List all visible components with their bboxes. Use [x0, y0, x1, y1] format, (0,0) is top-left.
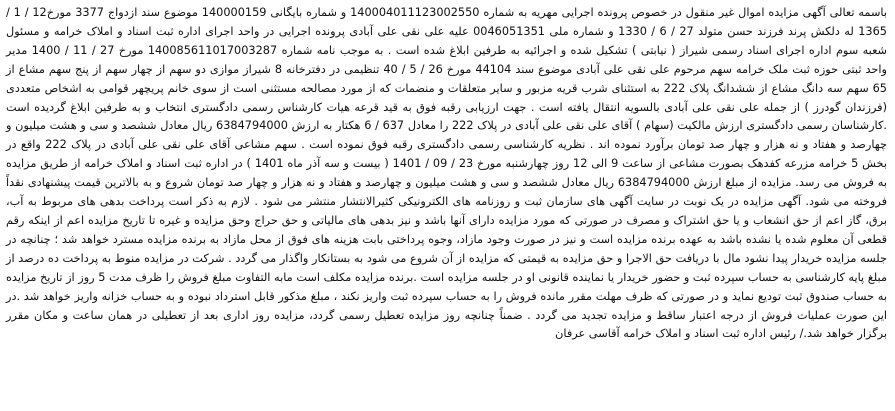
auction-notice-text: باسمه تعالی آگهی مزایده اموال غیر منقول در خصوص پرونده اجرایی مهریه به شماره 140004011123002550 و شماره بایگانی 140000159 موضوع سند ازدواج 3377 مورخ12 / 1 / 1365 له دلکش پرند فرزند حسن متولد 27 / 6 / 1330 و شماره ملی 0046051351 علیه علی نقی علی آبادی پرونده اجرایی در واحد اجرای اداره ثبت اسناد و املاک خرامه و مسئول شعبه سوم اداره اجرای اسناد رسمی شیراز ( نیابتی ) تشکیل شده و اجرائیه به طرفین ابلاغ شده است . به موجب نامه شماره 140085611017003287 مورخ 27 / 11 / 1400 مدیر واحد ثبتی حوزه ثبت ملک خرامه سهم مرحوم علی نقی علی آبادی موضوع سند 44104 مورخ 26 / 5 / 40 تنظیمی در دفترخانه 8 شیراز موازی دو سهم از چهار سهم از پنج سهم مشاع از 65 سهم سه دانگ مشاع از ششدانگ پلاک 222 به استثنای شرب قریه مزبور و سایر متعلقات و منضمات که از مورد مصالحه مستثنی است از سوی خانم پریچهر قوامی به اشخاص متعددی (فرزندان گودرز ) از جمله علی نقی علی آبادی بالسویه انتقال یافته است . جهت ارزیابی رقبه فوق به قید قرعه هیات کارشناس رسمی دادگستری انتخاب و به طرفین ابلاغ گردیده است .کارشناسان رسمی دادگستری ارزش مالکیت (سهام ) آقای علی نقی علی آبادی در پلاک 222 را معادل 637 / 6 هکتار به ارزش 6384794000 ریال معادل ششصد و سی و هشت میلیون و چهارصد و هفتاد و نه هزار و چهار صد تومان برآورد نموده اند . نظریه کارشناسی رسمی دادگستری رقبه فوق نموده است . سهم مشاعی آقای علی نقی علی آبادی در پلاک 222 واقع در بخش 5 خرامه مزرعه کفدهک بصورت مشاعی از ساعت 9 الی 12 روز چهارشنبه مورخ 23 / 09 / 1401 ( بیست و سه آذر ماه 1401 ) در اداره ثبت اسناد و املاک خرامه از طریق مزایده به فروش می رسد. مزایده از مبلغ ارزش 6384794000 ریال معادل ششصد و سی و هشت میلیون و چهارصد و هفتاد و نه هزار و چهار صد تومان شروع و به بالاترین قیمت پیشنهادی نقداً فروخته می شود. آگهی مزایده در یک نوبت در سایت آگهی های سازمان ثبت و روزنامه های الکترونیکی کثیرالانتشار منتشر می شود . لازم به ذکر است پرداخت بدهی های مربوط به آب، برق، گاز اعم از حق انشعاب و یا حق اشتراک و مصرف در صورتی که مورد مزایده دارای آنها باشد و نیز بدهی های مالیاتی و حق حراج وحق مزایده و غیره تا تاریخ مزایده اعم از اینکه رقم قطعی آن معلوم شده یا نشده باشد به عهده برنده مزایده است و نیز در صورت وجود مازاد، وجوه پرداختی بابت هزینه های فوق از محل مازاد به برنده مزایده مسترد خواهد شد ؛ چنانچه در جلسه مزایده خریدار پیدا نشود مال با دریافت حق الاجرا و حق مزایده به قیمتی که مزایده از آن شروع می شود به بستانکار واگذار می گردد . شرکت در مزایده منوط به پرداخت ده درصد از مبلغ پایه کارشناسی به حساب سپرده ثبت و حضور خریدار یا نماینده قانونی او در جلسه مزایده است .برنده مزایده مکلف است مابه التفاوت مبلغ فروش را ظرف مدت 5 روز از تاریخ مزایده به حساب صندوق ثبت تودیع نماید و در صورتی که ظرف مهلت مقرر مانده فروش را به حساب سپرده ثبت واریز نکند ، مبلغ مذکور قابل استرداد نبوده و به حساب خزانه واریز خواهد شد .در این صورت عملیات فروش از درجه اعتبار ساقط و مزایده تجدید می گردد . ضمناً چنانچه روز مزایده تعطیل رسمی گردد، مزایده روز اداری بعد از تعطیلی در همان ساعت و مکان مقرر برگزار خواهد شد./ رئیس اداره ثبت اسناد و املاک خرامه آقاسی عرفان	[6, 6, 888, 341]
